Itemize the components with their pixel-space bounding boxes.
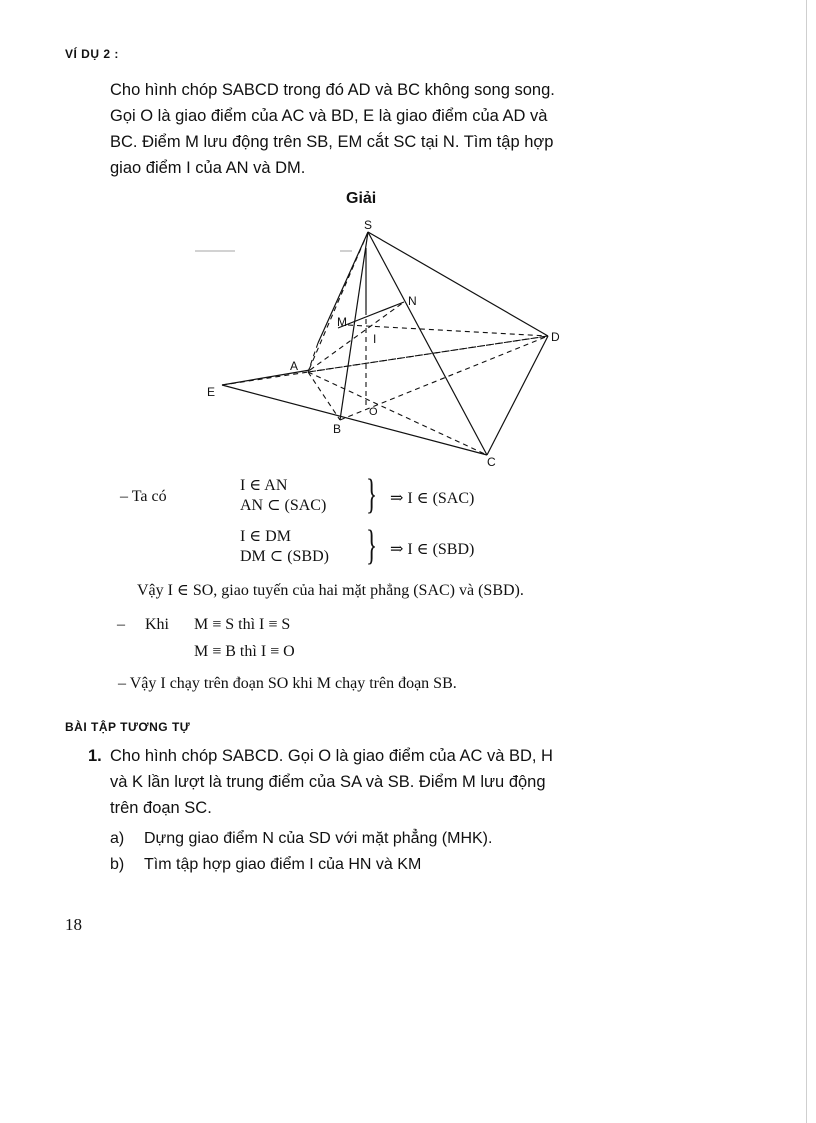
label-S: S (364, 218, 373, 232)
condition-line: I ∈ DM (240, 528, 291, 545)
exercise-line: và K lần lượt là trung điểm của SA và SB. Điểm M lưu động (110, 773, 546, 791)
label-D: D (551, 330, 560, 344)
condition-line: DM ⊂ (SBD) (240, 548, 329, 565)
label-A: A (290, 359, 299, 373)
condition-block-2 (240, 527, 329, 567)
sub-b-label: b) (110, 856, 125, 873)
condition-result-1: ⇒ I ∈ (SAC) (390, 490, 475, 507)
condition-line: AN ⊂ (SAC) (240, 497, 327, 514)
condition-line: I ∈ AN (240, 477, 288, 494)
edge-SA-dash (308, 232, 368, 372)
edge-AD (308, 336, 548, 372)
right-brace: } (366, 472, 378, 518)
sub-a-label: a) (110, 830, 125, 847)
example-heading: VÍ DỤ 2 : (65, 47, 119, 61)
diagonal-AC (308, 372, 487, 455)
problem-statement (110, 77, 555, 181)
label-B: B (333, 422, 342, 436)
right-brace: } (366, 523, 378, 569)
exercise-line: Cho hình chóp SABCD. Gọi O là giao điểm của AC và BD, H (110, 747, 553, 765)
pyramid-figure (195, 215, 575, 475)
label-N: N (408, 294, 417, 308)
khi-dash: – (117, 616, 125, 633)
case-line: M ≡ B thì I ≡ O (194, 643, 295, 660)
scan-edge (806, 0, 807, 1123)
edge-SC (368, 232, 487, 455)
sub-b-text: Tìm tập hợp giao điểm I của HN và KM (144, 856, 422, 873)
problem-line: Cho hình chóp SABCD trong đó AD và BC không song song. (110, 81, 555, 99)
condition-result-2: ⇒ I ∈ (SBD) (390, 541, 475, 558)
edge-SD (368, 232, 548, 336)
edge-EC (222, 385, 487, 455)
label-M: M (337, 315, 347, 329)
label-E: E (207, 385, 216, 399)
label-I: I (373, 332, 377, 346)
case-line: M ≡ S thì I ≡ S (194, 616, 291, 633)
label-O: O (369, 406, 378, 418)
page-number: 18 (65, 915, 82, 934)
edge-AB (308, 372, 340, 420)
edge-DC (487, 336, 548, 455)
ta-co-label: – Ta có (120, 488, 167, 505)
exercises-heading: BÀI TẬP TƯƠNG TỰ (65, 720, 191, 734)
condition-block-1 (240, 476, 326, 516)
problem-line: Gọi O là giao điểm của AC và BD, E là giao điểm của AD và (110, 107, 548, 125)
exercise-number: 1. (88, 747, 102, 765)
segment-MD (348, 325, 548, 336)
label-C: C (487, 455, 496, 469)
segment-MN (338, 302, 404, 328)
sub-a-text: Dựng giao điểm N của SD với mặt phẳng (MHK). (144, 830, 493, 847)
khi-word: Khi (145, 616, 169, 633)
exercise-text (110, 743, 553, 821)
problem-line: BC. Điểm M lưu động trên SB, EM cắt SC tại N. Tìm tập hợp (110, 133, 554, 151)
conclusion-line: Vậy I ∈ SO, giao tuyến của hai mặt phẳng (SAC) và (SBD). (137, 582, 524, 599)
exercise-line: trên đoạn SC. (110, 799, 212, 817)
solution-title: Giải (346, 190, 377, 207)
problem-line: giao điểm I của AN và DM. (110, 159, 306, 177)
final-line: – Vậy I chạy trên đoạn SO khi M chạy trên đoạn SB. (118, 675, 457, 692)
